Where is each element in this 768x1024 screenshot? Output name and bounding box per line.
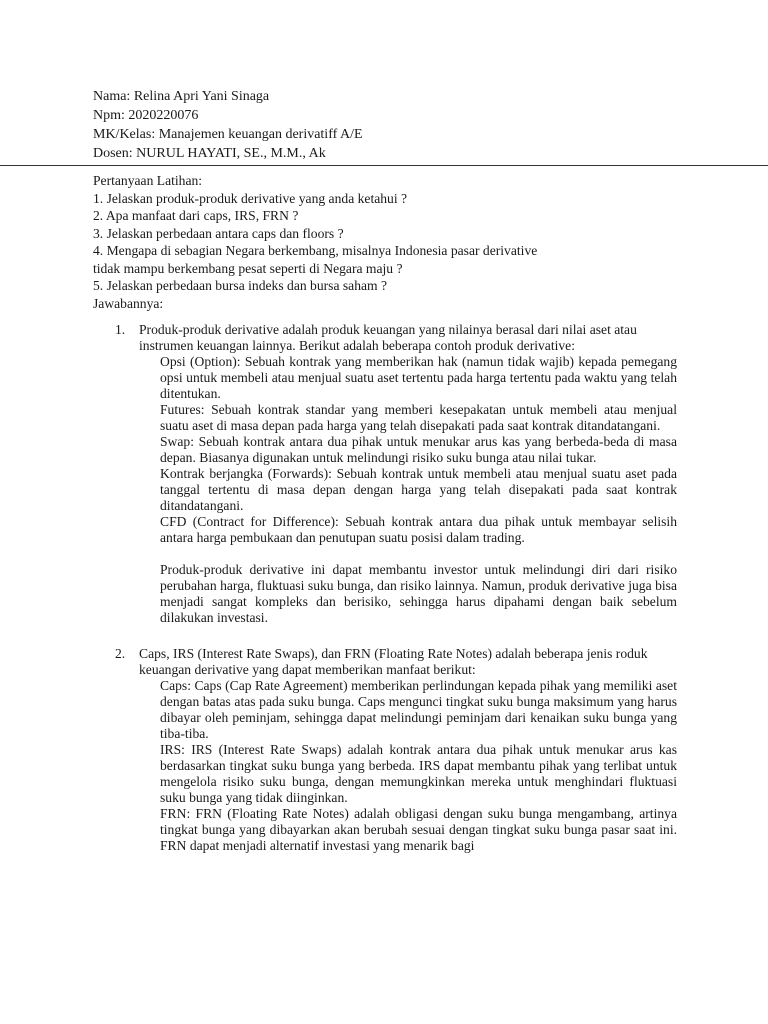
- derivative-products-list: [160, 354, 677, 546]
- question-4-continued: tidak mampu berkembang pesat seperti di Negara maju ?: [93, 260, 403, 276]
- student-npm: Npm: 2020220076: [93, 108, 199, 123]
- questions-section: [93, 172, 713, 312]
- course-class: MK/Kelas: Manajemen keuangan derivatiff A/E: [93, 127, 363, 142]
- questions-heading: Pertanyaan Latihan:: [93, 173, 203, 188]
- question-1: 1. Jelaskan produk-produk derivative yang anda ketahui ?: [93, 190, 408, 206]
- option-description: Opsi (Option): Sebuah kontrak yang memberikan hak (namun tidak wajib) kepada pemegang opsi untuk membeli atau menjual suatu aset tertentu pada harga tertentu pada waktu yang telah ditentukan.: [160, 354, 677, 401]
- answer-number: 1.: [115, 322, 126, 337]
- answer-number: 2.: [115, 646, 126, 661]
- header-divider: [0, 165, 768, 166]
- answers-heading: Jawabannya:: [93, 295, 164, 311]
- student-name: Nama: Relina Apri Yani Sinaga: [93, 89, 270, 104]
- futures-description: Futures: Sebuah kontrak standar yang memberi kesepakatan untuk membeli atau menjual suatu aset di masa depan pada harga yang telah disepakati pada saat kontrak ditandatangani.: [160, 402, 677, 433]
- swap-description: Swap: Sebuah kontrak antara dua pihak untuk menukar arus kas yang berbeda-beda di masa depan. Biasanya digunakan untuk melindungi risiko suku bunga atau nilai tukar.: [160, 434, 677, 465]
- caps-description: Caps: Caps (Cap Rate Agreement) memberikan perlindungan kepada pihak yang memiliki aset dengan batas atas pada suku bunga. Caps mengunci tingkat suku bunga maksimum yang harus dibayar oleh peminjam, sehingga dapat melindungi peminjam dari kenaikan suku bunga yang tiba-tiba.: [160, 678, 677, 741]
- answer-2: [93, 646, 683, 854]
- student-header: [93, 87, 733, 163]
- lecturer-name: Dosen: NURUL HAYATI, SE., M.M., Ak: [93, 146, 326, 161]
- frn-description: FRN: FRN (Floating Rate Notes) adalah obligasi dengan suku bunga mengambang, artinya tingkat bunga yang dibayarkan akan berubah sesuai dengan tingkat suku bunga pasar saat ini. FRN dapat menjadi alternatif investasi yang menarik bagi: [160, 806, 677, 853]
- answer-lead: Produk-produk derivative adalah produk keuangan yang nilainya berasal dari nilai aset atau instrumen keuangan lainnya. Berikut adalah beberapa contoh produk derivative:: [139, 322, 637, 353]
- answers-list: [93, 322, 683, 854]
- answer-lead: Caps, IRS (Interest Rate Swaps), dan FRN (Floating Rate Notes) adalah beberapa jenis roduk keuangan derivative yang dapat memberikan manfaat berikut:: [139, 646, 648, 677]
- question-2: 2. Apa manfaat dari caps, IRS, FRN ?: [93, 208, 299, 223]
- answer-closing: Produk-produk derivative ini dapat membantu investor untuk melindungi diri dari risiko perubahan harga, fluktuasi suku bunga, dan risiko lainnya. Namun, produk derivative juga bisa menjadi sangat kompleks dan berisiko, sehingga harus dipahami dengan baik sebelum dilakukan investasi.: [160, 562, 677, 625]
- irs-description: IRS: IRS (Interest Rate Swaps) adalah kontrak antara dua pihak untuk menukar arus kas berdasarkan tingkat suku bunga yang berbeda. IRS dapat membantu pihak yang terlibat untuk mengelola risiko suku bunga, dengan memungkinkan mereka untuk menghindari fluktuasi suku bunga yang tidak diinginkan.: [160, 742, 677, 805]
- forwards-description: Kontrak berjangka (Forwards): Sebuah kontrak untuk membeli atau menjual suatu aset pada tanggal tertentu di masa depan dengan harga yang telah disepakati pada saat kontrak ditandatangani.: [160, 466, 677, 513]
- question-5: 5. Jelaskan perbedaan bursa indeks dan bursa saham ?: [93, 278, 388, 293]
- cfd-description: CFD (Contract for Difference): Sebuah kontrak antara dua pihak untuk membayar selisih antara harga pembukaan dan penutupan suatu posisi dalam trading.: [160, 514, 677, 545]
- question-4: 4. Mengapa di sebagian Negara berkembang, misalnya Indonesia pasar derivative: [93, 243, 538, 258]
- benefits-list: [160, 678, 677, 854]
- answer-1: [93, 322, 683, 626]
- question-3: 3. Jelaskan perbedaan antara caps dan floors ?: [93, 225, 344, 241]
